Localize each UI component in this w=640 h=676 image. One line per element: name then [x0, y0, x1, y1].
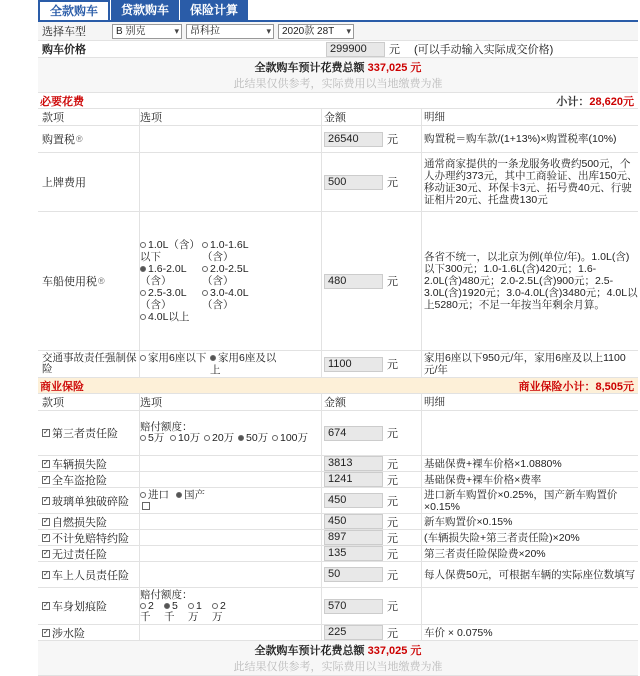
checkbox[interactable]: ✓	[43, 533, 49, 541]
row-name: 第三者责任险	[52, 428, 118, 440]
header-amount: 金额	[322, 109, 422, 125]
table-row	[38, 456, 638, 472]
options-label: 赔付额度：	[140, 421, 193, 433]
total-note: 此结果仅供参考，实际费用以当地缴费为准	[233, 78, 443, 90]
header-option: 选项	[140, 394, 322, 410]
row-name: 上牌费用	[42, 177, 86, 189]
header-detail: 明细	[424, 111, 445, 123]
radio-icon[interactable]	[170, 435, 176, 441]
radio-icon[interactable]	[272, 435, 278, 441]
amount-input[interactable]: 500	[324, 175, 383, 190]
amount-input[interactable]: 897	[324, 530, 383, 545]
series-select[interactable]: 昂科拉 ▾	[186, 24, 274, 39]
row-detail: 第三者责任险保险费×20%	[424, 547, 546, 560]
option-label: 国产	[184, 488, 205, 501]
radio-icon[interactable]	[210, 355, 216, 361]
row-name: 无过责任险	[52, 548, 107, 561]
row-name: 交通事故责任强制保险	[42, 352, 137, 375]
option-label: 2.5-3.0L（含）	[140, 287, 187, 311]
unit: 元	[387, 428, 398, 440]
tab-full-payment[interactable]: 全款购车	[38, 0, 110, 20]
radio-icon[interactable]	[164, 603, 170, 609]
row-detail: 新车购置价×0.15%	[424, 515, 513, 528]
total-value: 337,025 元	[367, 645, 422, 657]
option-label: 家用6座及以上	[210, 352, 277, 376]
option-label: 10万	[178, 432, 201, 444]
required-title: 必要花费	[40, 95, 84, 108]
radio-icon[interactable]	[204, 435, 210, 441]
required-subtotal-label: 小计：	[556, 95, 590, 108]
checkbox[interactable]: ✓	[43, 475, 49, 483]
amount-input[interactable]: 50	[324, 567, 383, 582]
required-subtotal: 28,620元	[589, 95, 634, 108]
table-header	[38, 394, 638, 411]
total-note: 此结果仅供参考，实际费用以当地缴费为准	[233, 661, 443, 673]
option-label: 2万	[212, 599, 226, 623]
table-row	[38, 488, 638, 514]
unit: 元	[387, 495, 398, 508]
table-row	[38, 546, 638, 562]
row-name: 车船使用税	[42, 276, 97, 288]
option-label: 进口	[148, 488, 169, 501]
radio-icon[interactable]	[140, 492, 146, 498]
unit: 元	[387, 532, 398, 545]
radio-icon[interactable]	[238, 435, 244, 441]
table-row	[38, 530, 638, 546]
option-label: 5千	[164, 599, 178, 623]
row-name: 购置税	[42, 134, 75, 146]
model-select[interactable]: 2020款 28T ▾	[278, 24, 354, 39]
row-detail: (车辆损失险+第三者责任险)×20%	[424, 531, 580, 544]
checkbox[interactable]: ✓	[43, 429, 49, 436]
row-detail: 进口新车购置价×0.25%，国产新车购置价×0.15%	[424, 488, 618, 513]
unit: 元	[387, 474, 398, 487]
tab-bar	[38, 0, 638, 22]
option-label: 20万	[212, 432, 235, 444]
model-select-row	[38, 22, 638, 41]
row-name: 全车盗抢险	[52, 474, 107, 487]
row-detail: 各省不统一，以北京为例(单位/年)。1.0L(含)以下300元；1.0-1.6L(含)420元；1.6-2.0L(含)480元；2.0-2.5L(含)900元；2.5-3.0L(含)1920元；3.0-4.0L(含)3480元；4.0L以上5280元；不足一年按当年剩余月算。	[424, 251, 638, 311]
checkbox[interactable]: ✓	[43, 570, 49, 578]
help-icon[interactable]: ®	[98, 276, 105, 286]
row-name: 车上人员责任险	[52, 569, 129, 582]
price-unit: 元	[389, 44, 400, 56]
row-detail: 家用6座以下950元/年，家用6座及以上1100元/年	[424, 352, 626, 376]
business-subtotal: 8,505元	[595, 380, 634, 393]
header-item: 款项	[38, 109, 140, 125]
radio-icon[interactable]	[188, 603, 194, 609]
table-row	[38, 472, 638, 488]
business-section-header	[38, 378, 638, 394]
row-detail: 购置税＝购车款/(1+13%)×购置税率(10%)	[424, 133, 617, 145]
amount-input[interactable]: 1100	[324, 357, 383, 372]
price-label: 购车价格	[42, 44, 86, 56]
checkbox[interactable]: ✓	[43, 496, 49, 504]
unit: 元	[387, 548, 398, 561]
table-row	[38, 411, 638, 456]
checkbox[interactable]: ✓	[43, 602, 49, 609]
radio-icon[interactable]	[140, 355, 146, 361]
radio-icon[interactable]	[212, 603, 218, 609]
checkbox[interactable]: ✓	[43, 459, 49, 467]
radio-icon[interactable]	[202, 266, 208, 272]
table-row	[38, 212, 638, 351]
option-label: 1.0-1.6L（含）	[202, 239, 249, 263]
option-box[interactable]	[142, 502, 150, 510]
row-name: 车身划痕险	[52, 601, 107, 613]
checkbox[interactable]: ✓	[43, 549, 49, 557]
total-value: 337,025 元	[367, 62, 422, 74]
row-detail: 通常商家提供的一条龙服务收费约500元，个人办理约373元，其中工商验证、出库150元、移动证30元、环保卡3元、拓号费40元、行驶证相片20元、托盘费130元	[424, 158, 638, 206]
unit: 元	[387, 627, 398, 640]
row-name: 自燃损失险	[52, 516, 107, 529]
radio-icon[interactable]	[140, 290, 146, 296]
amount-input[interactable]: 570	[324, 599, 383, 614]
radio-icon[interactable]	[202, 290, 208, 296]
row-detail: 基础保费+裸车价格×费率	[424, 473, 542, 486]
unit: 元	[387, 601, 398, 613]
row-name: 涉水险	[52, 627, 85, 640]
radio-icon[interactable]	[140, 242, 146, 248]
option-label: 5万	[148, 432, 165, 444]
brand-select[interactable]: B 别克 ▾	[112, 24, 182, 39]
unit: 元	[387, 134, 398, 146]
amount-input[interactable]: 450	[324, 493, 383, 508]
option-label: 100万	[280, 432, 309, 444]
unit: 元	[387, 276, 398, 288]
checkbox[interactable]: ✓	[43, 628, 49, 636]
help-icon[interactable]: ®	[76, 134, 83, 144]
option-label: 家用6座以下	[148, 352, 207, 364]
select-label: 选择车型	[42, 26, 86, 38]
header-amount: 金额	[322, 394, 422, 410]
row-name: 不计免赔特约险	[52, 532, 129, 545]
row-detail: 基础保费+裸车价格×1.0880%	[424, 457, 562, 470]
row-detail: 每人保费50元，可根据车辆的实际座位数填写	[424, 568, 636, 581]
radio-icon[interactable]	[140, 266, 146, 272]
amount-input[interactable]: 450	[324, 514, 383, 529]
required-section-header	[38, 93, 638, 109]
option-label: 50万	[246, 432, 269, 444]
header-item: 款项	[38, 394, 140, 410]
table-row	[38, 126, 638, 153]
radio-icon[interactable]	[176, 492, 182, 498]
price-note: (可以手动输入实际成交价格)	[414, 44, 554, 56]
price-input[interactable]: 299900	[326, 42, 385, 57]
row-name: 车辆损失险	[52, 458, 107, 471]
options-label: 赔付额度：	[140, 588, 193, 601]
row-name: 玻璃单独破碎险	[52, 495, 129, 508]
displacement-options	[140, 239, 321, 323]
unit: 元	[387, 569, 398, 582]
amount-input[interactable]: 1241	[324, 472, 383, 487]
table-row	[38, 514, 638, 530]
table-row	[38, 625, 638, 641]
total-top	[38, 58, 638, 93]
amount-input[interactable]: 225	[324, 625, 383, 640]
unit: 元	[387, 458, 398, 471]
radio-icon[interactable]	[140, 435, 146, 441]
tab-insurance[interactable]: 保险计算	[180, 0, 248, 20]
option-label: 2.0-2.5L（含）	[202, 263, 249, 287]
radio-icon[interactable]	[202, 242, 208, 248]
option-label: 1.0L（含）以下	[140, 239, 200, 263]
table-row	[38, 588, 638, 625]
option-label: 3.0-4.0L（含）	[202, 287, 249, 311]
radio-icon[interactable]	[140, 314, 146, 320]
total-label: 全款购车预计花费总额	[254, 62, 365, 74]
tab-loan[interactable]: 贷款购车	[111, 0, 179, 20]
table-header	[38, 109, 638, 126]
amount-input[interactable]: 480	[324, 274, 383, 289]
amount-input[interactable]: 26540	[324, 132, 383, 147]
calculator	[38, 0, 638, 676]
amount-input[interactable]: 3813	[324, 456, 383, 471]
header-detail: 明细	[424, 396, 445, 408]
checkbox[interactable]: ✓	[43, 517, 49, 525]
business-title: 商业保险	[40, 380, 84, 393]
option-label: 1.6-2.0L（含）	[140, 263, 187, 287]
table-row	[38, 351, 638, 378]
unit: 元	[387, 359, 398, 371]
price-row	[38, 41, 638, 58]
amount-input[interactable]: 135	[324, 546, 383, 561]
amount-input[interactable]: 674	[324, 426, 383, 441]
header-option: 选项	[140, 109, 322, 125]
table-row	[38, 562, 638, 588]
total-label: 全款购车预计花费总额	[254, 645, 365, 657]
radio-icon[interactable]	[140, 603, 146, 609]
option-label: 2千	[140, 599, 154, 623]
table-row	[38, 153, 638, 212]
option-label: 1万	[188, 599, 202, 623]
business-subtotal-label: 商业保险小计：	[518, 380, 596, 393]
total-bottom	[38, 641, 638, 676]
unit: 元	[387, 516, 398, 529]
row-detail: 车价 × 0.075%	[424, 626, 493, 639]
option-label: 4.0L以上	[148, 311, 190, 323]
unit: 元	[387, 177, 398, 189]
